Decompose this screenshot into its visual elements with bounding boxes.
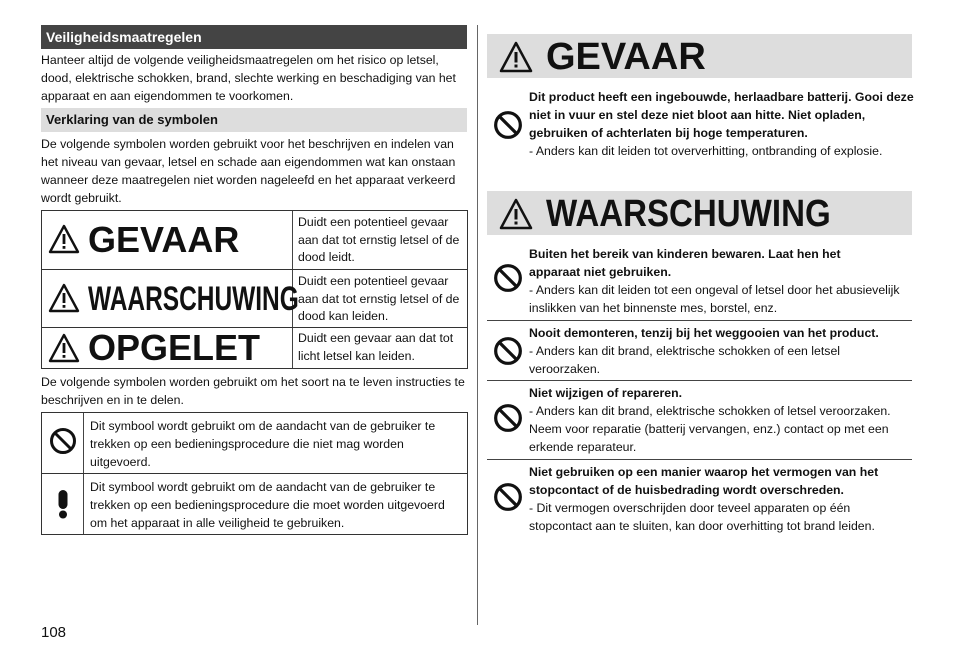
signal-word-warning: WAARSCHUWING <box>88 280 299 318</box>
item-divider <box>487 380 912 381</box>
warning-triangle-icon <box>48 283 80 313</box>
item-divider <box>487 459 912 460</box>
intro-paragraph: Hanteer altijd de volgende veiligheidsmaatregelen om het risico op letsel, dood, elektrische schokken, brand, slechte werking en beschadiging van het apparaat en aan eigendommen te voorkomen. <box>41 53 456 103</box>
prohibition-icon <box>493 110 523 140</box>
danger-item <box>487 88 914 163</box>
warning-item <box>487 324 914 378</box>
signal-row-warning <box>42 270 467 328</box>
symbol-row-mandatory <box>42 474 467 534</box>
prohibition-icon <box>493 403 523 433</box>
symbol-row-prohibition <box>42 413 467 474</box>
danger-item-note: - Anders kan dit leiden tot oververhitting, ontbranding of explosie. <box>529 144 883 158</box>
signal-desc-warning: Duidt een potentieel gevaar aan dat tot ernstig letsel of de dood kan leiden. <box>298 274 460 323</box>
warning-triangle-icon <box>48 333 80 363</box>
symbol-desc-prohibition: Dit symbool wordt gebruikt om de aandacht van de gebruiker te trekken op een bedieningsprocedure die niet mag worden uitgevoerd. <box>90 419 436 469</box>
signal-row-danger <box>42 211 467 270</box>
warning-item-title: Niet gebruiken op een manier waarop het vermogen van het stopcontact of de huisbedrading wordt overschreden. <box>529 465 879 497</box>
warning-item-title: Buiten het bereik van kinderen bewaren. Laat hen het apparaat niet gebruiken. <box>529 247 841 279</box>
signal-word-caution: OPGELET <box>88 327 261 368</box>
instruction-intro-paragraph: De volgende symbolen worden gebruikt om het soort na te leven instructies te beschrijven en in te delen. <box>41 375 465 407</box>
symbol-desc-mandatory: Dit symbool wordt gebruikt om de aandacht van de gebruiker te trekken op een bedieningsprocedure die moet worden uitgevoerd om het apparaat in alle veiligheid te gebruiken. <box>90 480 445 530</box>
warning-heading <box>487 191 912 235</box>
warning-triangle-icon <box>499 41 533 73</box>
page-number: 108 <box>41 624 67 641</box>
prohibition-icon <box>49 427 77 455</box>
warning-item-note: - Anders kan dit brand, elektrische schokken of letsel veroorzaken. Neem voor reparatie (batterij vervangen, enz.) contact op met een erkende reparateur. <box>529 404 891 454</box>
warning-item-title: Nooit demonteren, tenzij bij het weggooien van het product. <box>529 326 879 340</box>
signal-desc-caution: Duidt een gevaar aan dat tot licht letsel kan leiden. <box>298 331 454 363</box>
item-divider <box>487 320 912 321</box>
signal-row-caution <box>42 328 467 368</box>
warning-item-note: - Dit vermogen overschrijden door teveel apparaten op één stopcontact aan te sluiten, kan door overhitting tot brand leiden. <box>529 501 875 533</box>
section-title: Veiligheidsmaatregelen <box>41 25 467 49</box>
column-divider <box>477 25 478 625</box>
warning-item <box>487 245 914 317</box>
danger-title: GEVAAR <box>546 36 706 78</box>
mandatory-exclamation-icon <box>49 489 77 519</box>
signal-word-danger: GEVAAR <box>88 219 240 260</box>
symbol-table <box>41 412 468 535</box>
signal-desc-danger: Duidt een potentieel gevaar aan dat tot ernstig letsel of de dood leidt. <box>298 215 460 264</box>
warning-item-title: Niet wijzigen of repareren. <box>529 386 683 400</box>
warning-triangle-icon <box>48 224 80 254</box>
warning-title: WAARSCHUWING <box>546 193 831 235</box>
warning-item-note: - Anders kan dit leiden tot een ongeval of letsel door het abusievelijk inslikken van het binnenste mes, borstel, enz. <box>529 283 900 315</box>
prohibition-icon <box>493 336 523 366</box>
prohibition-icon <box>493 263 523 293</box>
warning-item-note: - Anders kan dit brand, elektrische schokken of een letsel veroorzaken. <box>529 344 841 376</box>
prohibition-icon <box>493 482 523 512</box>
warning-item <box>487 384 914 456</box>
danger-heading <box>487 34 912 78</box>
warning-triangle-icon <box>499 198 533 230</box>
subsection-title: Verklaring van de symbolen <box>41 108 467 132</box>
warning-item <box>487 463 914 539</box>
danger-item-title: Dit product heeft een ingebouwde, herlaadbare batterij. Gooi deze niet in vuur en stel deze niet bloot aan hitte. Niet opladen, gebruiken of achterlaten bij hoge temperaturen. <box>529 90 914 140</box>
signal-word-table <box>41 210 468 369</box>
symbols-intro-paragraph: De volgende symbolen worden gebruikt voor het beschrijven en indelen van het niveau van gevaar, letsel en schade aan eigendommen wat kan onstaan wanneer deze maatregelen niet worden nageleefd en het apparaat verkeerd wordt gebruikt. <box>41 137 456 205</box>
